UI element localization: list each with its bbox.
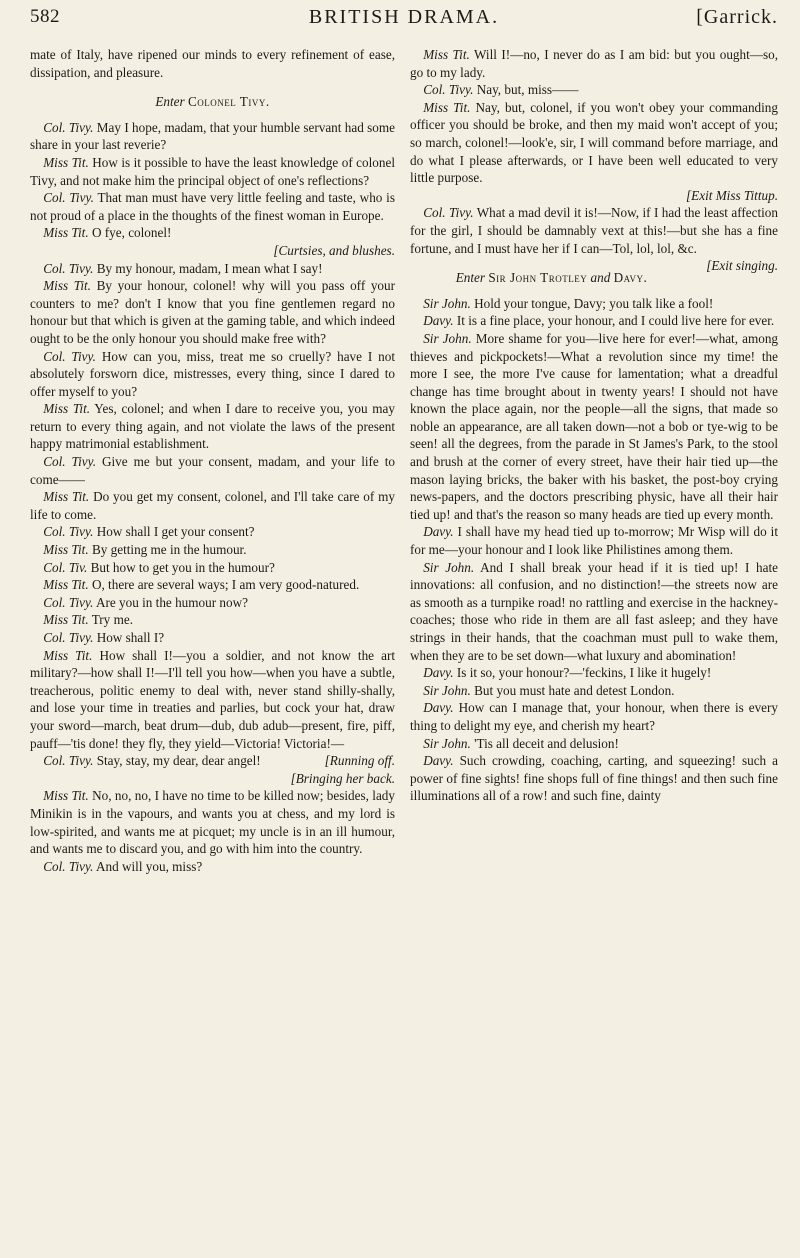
speech-text: May I hope, madam, that your humble servant had some share in your last reverie? <box>30 119 395 153</box>
speaker-name: Col. Tivy. <box>423 205 474 221</box>
speech-text: And will you, miss? <box>95 858 203 874</box>
speech-text: How shall I!—you a soldier, and not know the art military?—how shall I!—I'll tell you how—when you have a subtle, treacherous, politic enemy to deal with, never stand shilly-shally, and lose your time in treaties and parlies, but cock your hat, draw your sword—march, beat drum—dub, dub adub—present, fire, piff, pauff—'tis done! they fly, they yield—Victoria! Victoria!— <box>30 647 395 751</box>
speech-text: That man must have very little feeling and taste, who is not proud of a place in the thoughts of the finest woman in Europe. <box>30 190 395 223</box>
speaker-name: Sir John. <box>423 295 471 311</box>
speech <box>30 260 395 278</box>
speaker-name: Davy. <box>423 700 454 716</box>
speech <box>410 664 778 682</box>
speaker-name: Miss Tit. <box>43 489 90 505</box>
speech-text: More shame for you—live here for ever!—what, among thieves and pickpockets!—What a revolution since my time! the more I see, the more I've cause for lamentation; what a dreadful change has time brought about in twenty years! I should not have known the place again, nor the people—all the signs, that made so noble an appearance, are all taken down—not a bob or tye-wig to be seen! all the degrees, from the parade in St James's Park, to the stool and brush at the corner of every street, have their hair tied up—the mason laying bricks, the baker with his basket, the post-boy crying news-papers, and the doctors prescribing physic, have all their hair tied up! and that's the reason so many heads are tied up every month. <box>410 330 779 522</box>
speech-text: By my honour, madam, I mean what I say! <box>96 260 323 276</box>
speech <box>410 46 778 81</box>
speaker-name: Miss Tit. <box>43 154 89 170</box>
speech-text: Do you get my consent, colonel, and I'll take care of my life to come. <box>30 489 395 522</box>
speech <box>30 576 395 594</box>
speech <box>30 611 395 629</box>
speech-text: How shall I get your consent? <box>96 524 255 540</box>
speaker-name: Sir John. <box>423 735 471 751</box>
speaker-name: Miss Tit. <box>43 612 89 628</box>
speaker-name: Sir John. <box>423 559 475 575</box>
speaker-name: Miss Tit. <box>423 99 471 115</box>
running-title: BRITISH DRAMA. <box>308 6 500 28</box>
speaker-name: Col. Tivy. <box>43 348 96 364</box>
stage-direction: [Running off. <box>324 753 395 769</box>
speech-text: I shall have my head tied up to-morrow; Mr Wisp will do it for me—your honour and I look like Philistines among them. <box>410 524 779 558</box>
speaker-name: Miss Tit. <box>43 788 89 804</box>
speech <box>410 99 778 187</box>
speech-text: Nay, but, miss—— <box>476 82 579 98</box>
speaker-name: Col. Tivy. <box>43 454 97 470</box>
speaker-name: Sir John. <box>423 330 472 346</box>
speech-text: Give me but your consent, madam, and your life to come—— <box>30 454 395 487</box>
speech <box>30 541 395 559</box>
speech-text: 'Tis all deceit and delusion! <box>474 735 619 751</box>
character-name: Colonel Tivy. <box>187 94 270 110</box>
speech-text: Try me. <box>91 612 133 628</box>
speech <box>30 559 395 577</box>
speech-text: Is it so, your honour?—'feckins, I like it hugely! <box>456 665 712 681</box>
speech <box>410 699 778 734</box>
stage-direction: [Curtsies, and blushes. <box>273 242 395 258</box>
speaker-name: Col. Tivy. <box>43 594 94 610</box>
speech-text: How can I manage that, your honour, when there is every thing to delight my eye, and cherish my heart? <box>410 700 779 733</box>
speech-text: By your honour, colonel! why will you pass off your counters to me? don't I know that you fine gentlemen regard no honour but that which is given at the gaming table, and which indeed ought to be the only honour you should make free with? <box>30 278 396 346</box>
speaker-name: Miss Tit. <box>43 225 89 241</box>
entrance-conjunction: and <box>590 270 611 286</box>
speech-text: Are you in the humour now? <box>95 594 248 610</box>
speech <box>410 330 778 524</box>
speech <box>30 453 395 488</box>
speech <box>410 204 778 274</box>
running-author: [Garrick. <box>696 6 778 28</box>
speech <box>30 488 395 523</box>
speaker-name: Col. Tivy. <box>43 858 94 874</box>
speech-text: Hold your tongue, Davy; you talk like a fool! <box>474 295 714 311</box>
speech-text: By getting me in the humour. <box>91 542 247 558</box>
character-name: Davy. <box>613 270 648 286</box>
page-number: 582 <box>30 6 60 27</box>
speaker-name: Col. Tivy. <box>43 753 94 769</box>
speech-text: How is it possible to have the least knowledge of colonel Tivy, and not make him the principal object of one's reflections? <box>30 154 395 188</box>
speaker-name: Col. Tivy. <box>423 82 474 98</box>
speech <box>410 312 778 330</box>
speech-text: No, no, no, I have no time to be killed now; besides, lady Minikin is in the vapours, and wants you at chess, and my lord is low-spirited, and wants me at picquet; my uncle is in an ill humour, and wants me to discard you, and go with him into the country. <box>30 788 395 857</box>
speech-text: Will I!—no, I never do as I am bid: but you ought—so, go to my lady. <box>410 47 778 80</box>
speech <box>30 787 395 857</box>
speech <box>410 752 778 805</box>
speech <box>30 189 395 224</box>
speech-text: And I shall break your head if it is tied up! I hate innovations: all confusion, and no distinction!—the streets now are as smooth as a turnpike road! no rattling and exercise in the hackney-coaches; those who ride in them are all fast asleep; and they have strings in their hands, that the coachman must pull to wake them, when they are to be set down—what luxury and abomination! <box>410 559 778 663</box>
speaker-name: Col. Tivy. <box>43 190 94 206</box>
speech <box>30 858 395 876</box>
speech <box>410 559 778 665</box>
speech <box>30 629 395 647</box>
speech-text: Stay, stay, my dear, dear angel! <box>96 753 261 769</box>
stage-direction: [Exit singing. <box>706 258 778 274</box>
speech-text: It is a fine place, your honour, and I could live here for ever. <box>456 313 775 329</box>
entrance-word: Enter <box>155 94 185 110</box>
speaker-name: Miss Tit. <box>43 542 89 558</box>
entrance-word: Enter <box>455 270 486 286</box>
speech <box>30 594 395 612</box>
speech <box>410 735 778 753</box>
speech <box>30 277 395 347</box>
speech-text: Yes, colonel; and when I dare to receive you, you may return to every thing again, and not violate the laws of the present happy matrimonial establishment. <box>30 401 395 452</box>
speaker-name: Davy. <box>423 313 454 329</box>
entrance-direction <box>30 93 395 111</box>
speech <box>30 224 395 242</box>
speaker-name: Col. Tivy. <box>43 260 94 276</box>
left-column <box>30 46 395 875</box>
speaker-name: Miss Tit. <box>43 401 91 417</box>
speech <box>30 119 395 154</box>
speaker-name: Davy. <box>423 753 454 769</box>
right-column <box>410 46 778 805</box>
speaker-name: Col. Tivy. <box>43 524 94 540</box>
stage-direction: [Bringing her back. <box>290 770 395 786</box>
running-header <box>30 2 778 42</box>
speaker-name: Miss Tit. <box>43 577 89 593</box>
speaker-name: Col. Tivy. <box>43 119 94 135</box>
speech <box>30 400 395 453</box>
speaker-name: Miss Tit. <box>43 647 93 663</box>
speech <box>30 523 395 541</box>
speaker-name: Col. Tiv. <box>43 559 88 575</box>
speech <box>410 295 778 313</box>
speech-text: O, there are several ways; I am very good-natured. <box>91 577 360 593</box>
speaker-name: Davy. <box>423 665 454 681</box>
speech <box>410 682 778 700</box>
speech-text: Nay, but, colonel, if you won't obey your commanding officer you should be broke, and then my maid won't accept of you; so march, colonel!—look'e, sir, I will command before marriage, and do what I please afterwards, or I have been well educated to very little purpose. <box>410 99 778 186</box>
speech-text: O fye, colonel! <box>91 225 172 241</box>
speech <box>30 348 395 401</box>
speech <box>30 154 395 189</box>
speech-text: How can you, miss, treat me so cruelly? have I not absolutely forsworn dice, mistresses, every thing, since I dared to offer myself to you? <box>30 348 396 399</box>
speech-text: How shall I? <box>96 630 165 645</box>
speaker-name: Miss Tit. <box>423 47 470 62</box>
speech-text: What a mad devil it is!—Now, if I had the least affection for the girl, I should be damnably vext at this!—but she has a fine fortune, and I must have her if I can—Tol, lol, lol, &c. <box>410 205 778 256</box>
speaker-name: Davy. <box>423 524 454 540</box>
continued-text: mate of Italy, have ripened our minds to every refinement of ease, dissipation, and pleasure. <box>30 47 395 80</box>
character-name: Sir John Trotley <box>488 270 588 286</box>
speaker-name: Col. Tivy. <box>43 630 94 645</box>
speech <box>410 523 778 558</box>
speech <box>410 81 778 99</box>
speech-text: But how to get you in the humour? <box>90 559 275 575</box>
speech-text: But you must hate and detest London. <box>474 682 675 698</box>
speaker-name: Miss Tit. <box>43 278 91 294</box>
stage-direction: [Exit Miss Tittup. <box>686 187 778 203</box>
speech-text: Such crowding, coaching, carting, and squeezing! such a power of fine sights! fine shops full of fine things! and then such fine illuminations all of a row! and such fine, dainty <box>410 753 778 804</box>
speaker-name: Sir John. <box>423 682 471 698</box>
